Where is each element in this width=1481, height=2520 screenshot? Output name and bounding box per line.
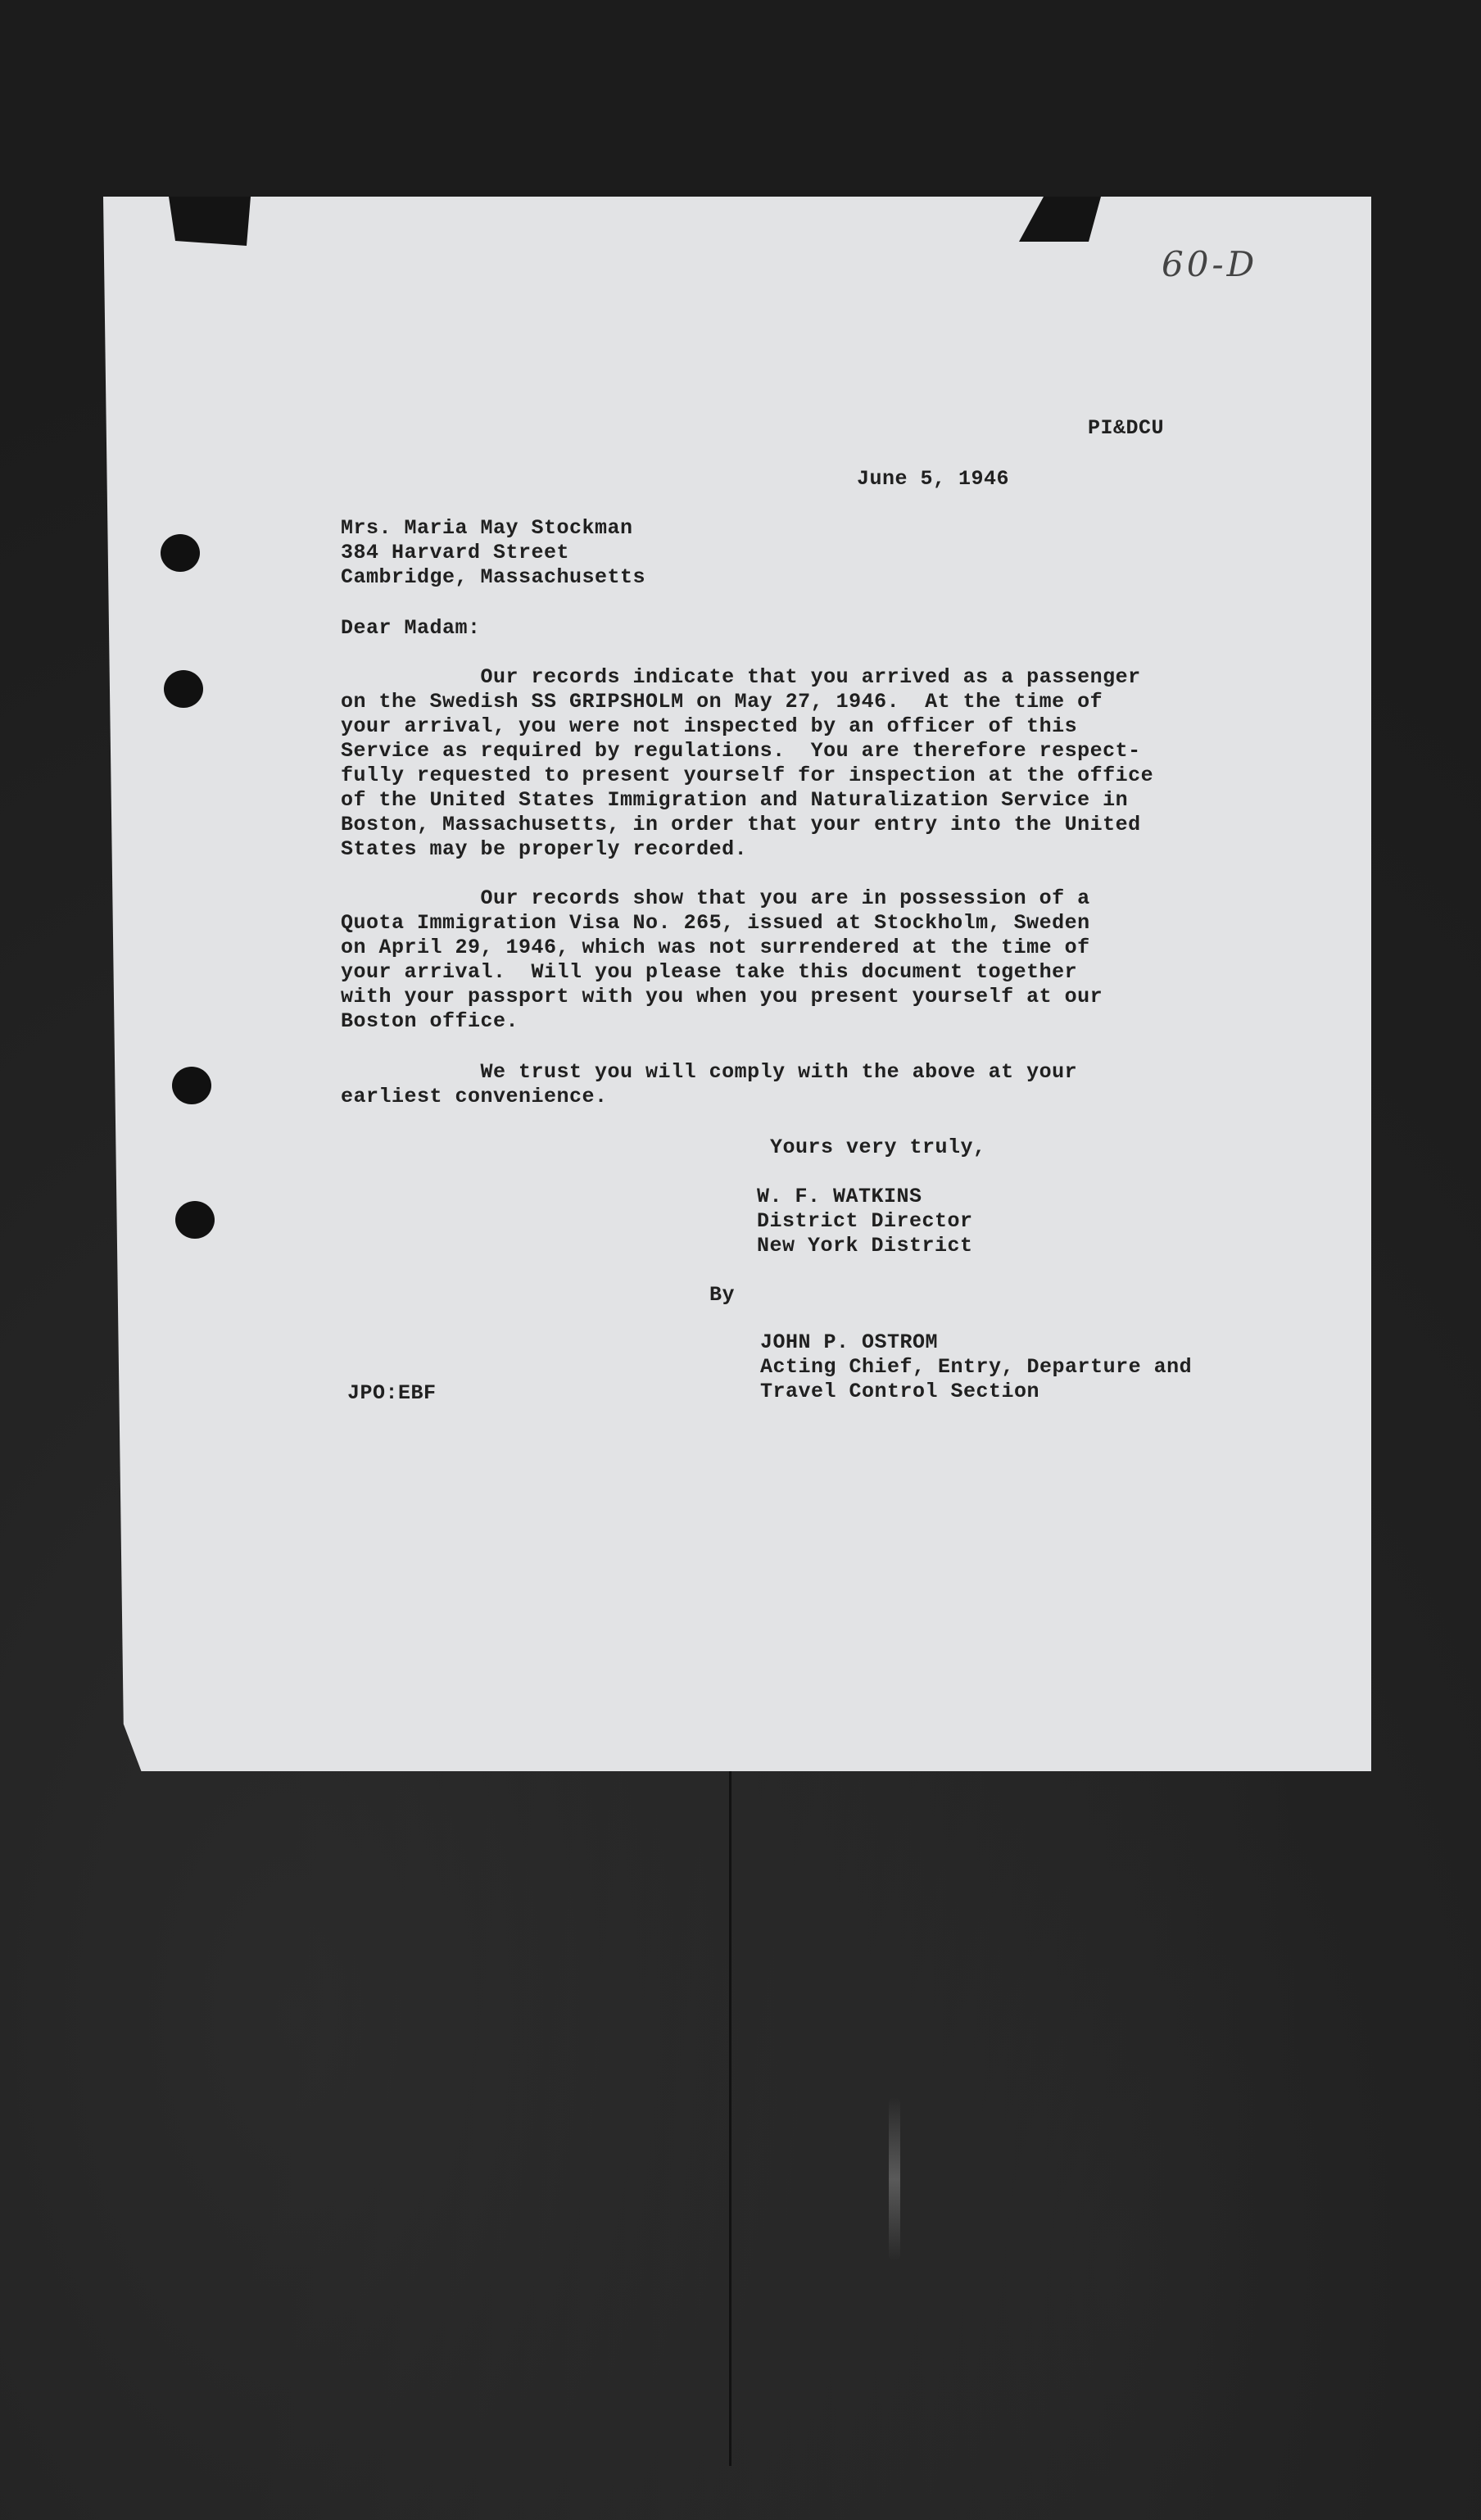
recipient-street: 384 Harvard Street <box>341 541 570 564</box>
reference-code: PI&DCU <box>1088 416 1165 440</box>
paragraph-line: Our records indicate that you arrived as a passenger <box>341 665 1141 689</box>
salutation: Dear Madam: <box>341 616 481 640</box>
typist-initials: JPO:EBF <box>347 1381 437 1405</box>
closing: Yours very truly, <box>770 1135 986 1159</box>
punch-hole <box>161 534 200 572</box>
torn-corner-right <box>1019 197 1101 242</box>
letter-date: June 5, 1946 <box>857 467 1010 491</box>
paragraph-line: your arrival, you were not inspected by an officer of this <box>341 714 1078 738</box>
paragraph-line: Boston office. <box>341 1009 519 1033</box>
torn-corner-left <box>169 197 251 246</box>
paragraph-line: States may be properly recorded. <box>341 837 748 861</box>
paragraph-line: Our records show that you are in possession of a <box>341 886 1090 910</box>
scan-streak <box>889 2097 900 2261</box>
paragraph-line: your arrival. Will you please take this document together <box>341 960 1078 984</box>
paragraph-line: on the Swedish SS GRIPSHOLM on May 27, 1946. At the time of <box>341 690 1103 714</box>
signatory-name: W. F. WATKINS <box>757 1185 922 1208</box>
handwritten-note: 60-D <box>1162 244 1258 284</box>
signatory-district: New York District <box>757 1234 973 1258</box>
punch-hole <box>172 1067 211 1104</box>
recipient-name: Mrs. Maria May Stockman <box>341 516 633 540</box>
paragraph-line: of the United States Immigration and Naturalization Service in <box>341 788 1129 812</box>
paragraph-line: Service as required by regulations. You are therefore respect- <box>341 739 1141 763</box>
by-label: By <box>709 1283 736 1307</box>
paragraph-line: on April 29, 1946, which was not surrendered at the time of <box>341 936 1090 959</box>
paragraph-line: earliest convenience. <box>341 1085 608 1108</box>
punch-hole <box>175 1201 215 1239</box>
paragraph-line: fully requested to present yourself for inspection at the office <box>341 764 1154 787</box>
paragraph-line: We trust you will comply with the above at your <box>341 1060 1078 1084</box>
paragraph-line: Boston, Massachusetts, in order that your entry into the United <box>341 813 1141 836</box>
signatory-title: District Director <box>757 1209 973 1233</box>
paragraph-line: with your passport with you when you present yourself at our <box>341 985 1103 1008</box>
recipient-city: Cambridge, Massachusetts <box>341 565 646 589</box>
agent-title-line1: Acting Chief, Entry, Departure and <box>760 1355 1193 1379</box>
paragraph-line: Quota Immigration Visa No. 265, issued at Stockholm, Sweden <box>341 911 1090 935</box>
punch-hole <box>164 670 203 708</box>
agent-name: JOHN P. OSTROM <box>760 1330 939 1354</box>
fold-line <box>729 1761 731 2466</box>
agent-title-line2: Travel Control Section <box>760 1380 1040 1403</box>
